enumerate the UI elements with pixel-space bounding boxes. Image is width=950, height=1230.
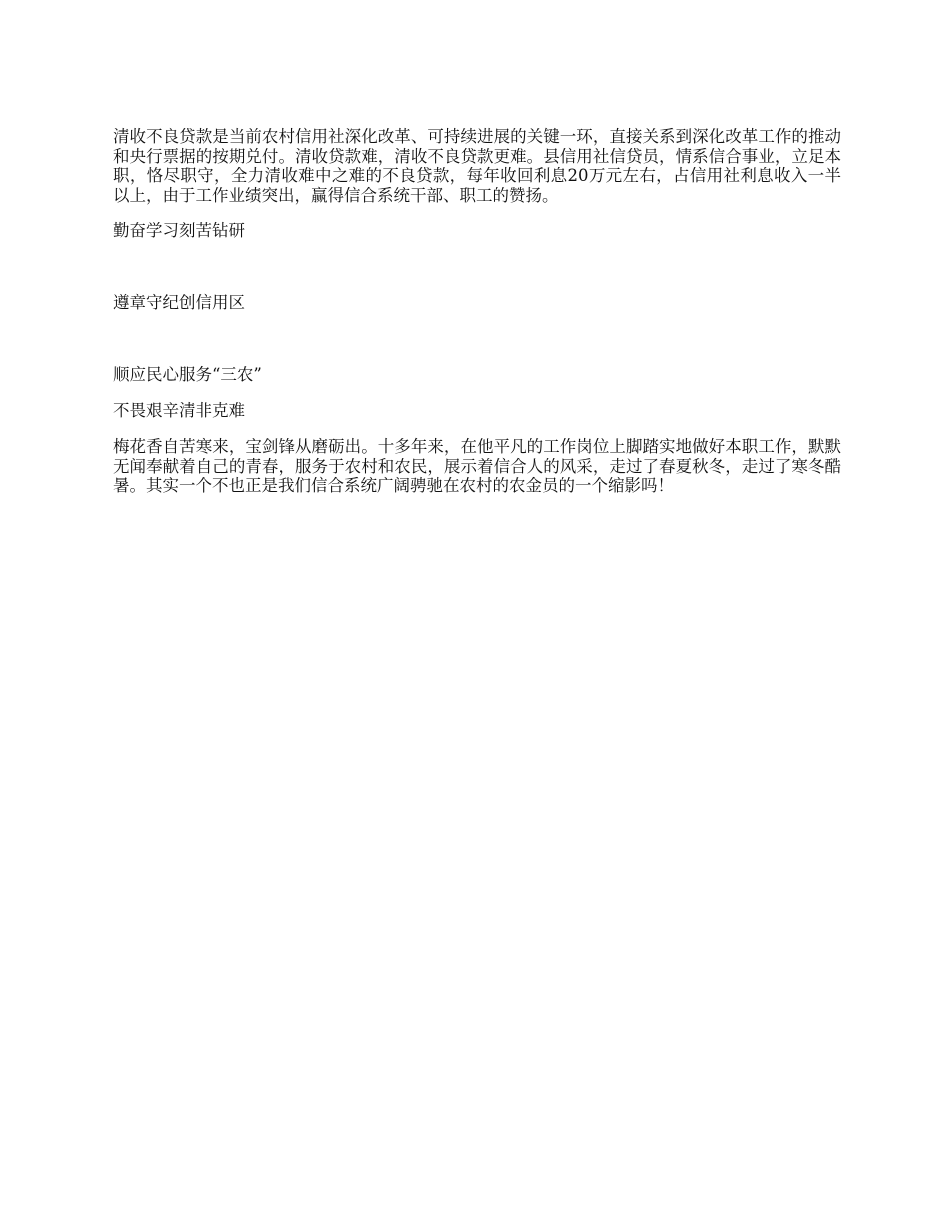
section-heading-discipline: 遵章守纪创信用区 (113, 293, 245, 312)
body-paragraph-closing: 梅花香自苦寒来，宝剑锋从磨砺出。十多年来，在他平凡的工作岗位上脚踏实地做好本职工作，默默无闻奉献着自己的青春，服务于农村和农民，展示着信合人的风采，走过了春夏秋冬，走过了寒冬酷暑。其实一个不也正是我们信合系统广阔骋驰在农村的农金员的一个缩影吗！ (113, 437, 841, 495)
body-paragraph-loan-recovery: 清收不良贷款是当前农村信用社深化改革、可持续进展的关键一环，直接关系到深化改革工作的推动和央行票据的按期兑付。清收贷款难，清收不良贷款更难。县信用社信贷员，情系信合事业，立足本职，恪尽职守，全力清收难中之难的不良贷款，每年收回利息20万元左右，占信用社利息收入一半以上，由于工作业绩突出，赢得信合系统干部、职工的赞扬。 (113, 127, 841, 205)
section-heading-service: 顺应民心服务“三农” (113, 365, 262, 384)
section-heading-study: 勤奋学习刻苦钻研 (113, 221, 245, 240)
section-heading-hardship: 不畏艰辛清非克难 (113, 401, 245, 420)
document-page (113, 127, 841, 496)
